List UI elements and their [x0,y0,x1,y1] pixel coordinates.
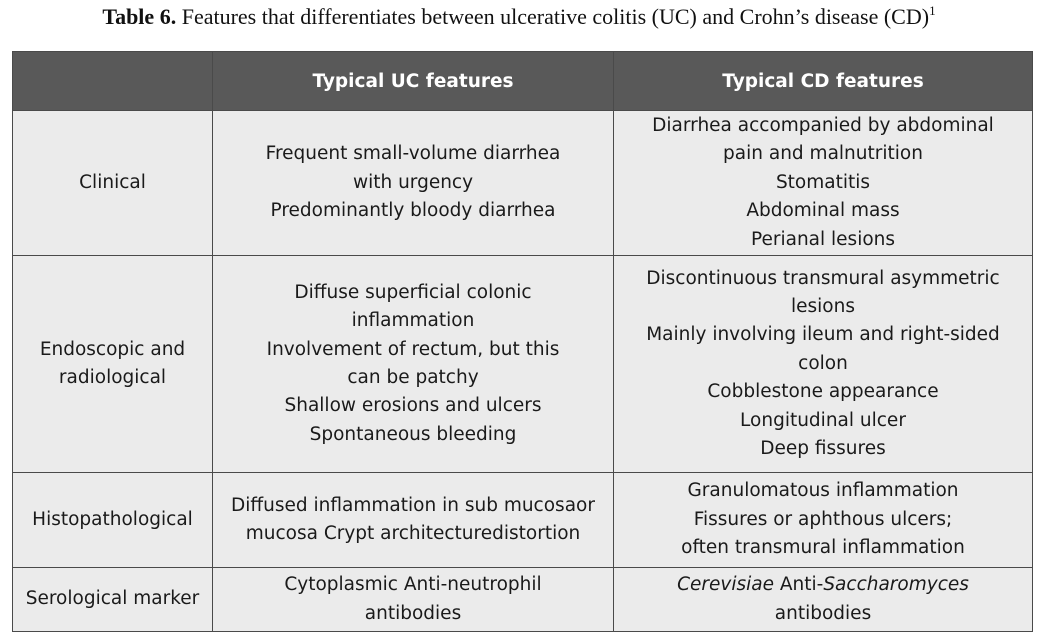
cell-uc-clinical [213,111,614,256]
cell-cd-clinical [614,111,1033,256]
cell-line: Diffused inflammation in sub mucosaor [231,494,595,516]
cell-line: colon [798,352,848,374]
cell-line: Stomatitis [775,171,871,193]
row-label-clinical [13,111,213,256]
row-label-endoscopic [13,256,213,473]
cell-line [620,571,1026,599]
cell-line: Deep fissures [760,438,886,460]
cell-line: Granulomatous inflammation [687,480,959,502]
caption-text: Features that differentiates between ulcerative colitis (UC) and Crohn’s disease (CD) [176,4,930,29]
cell-cd-serological [614,568,1033,632]
cell-line: often transmural inflammation [681,537,965,559]
cell-cd-histopathological [614,473,1033,568]
label-line: Histopathological [32,508,193,530]
cell-line: antibodies [774,602,872,624]
cell-line: lesions [791,295,855,317]
cell-line: Discontinuous transmural asymmetric [646,267,1000,289]
cell-line: Perianal lesions [750,228,896,250]
cell-line: Mainly involving ileum and right-sided [646,324,1000,346]
table-number: Table 6. [102,4,177,29]
table-caption [0,4,1038,30]
row-label-serological [13,568,213,632]
cell-line: Longitudinal ulcer [740,409,906,431]
cell-uc-histopathological [213,473,614,568]
cell-cd-endoscopic [614,256,1033,473]
features-table [12,51,1033,632]
caption-footnote: 1 [929,3,936,18]
table-row-clinical [13,111,1033,256]
cell-line: inflammation [351,310,475,332]
table-header-row [13,52,1033,111]
cell-line: Diarrhea accompanied by abdominal [652,114,994,136]
cell-line: Diffuse superficial colonic [294,281,532,303]
cell-line: Abdominal mass [746,200,900,222]
cell-line: with urgency [352,171,474,193]
label-line: Endoscopic and [39,338,186,360]
italic-term: Cerevisiae [677,574,774,596]
header-empty [13,52,213,111]
italic-term: Saccharomyces [823,574,969,596]
cell-line: Cytoplasmic Anti-neutrophil [284,574,542,596]
table-row-histopathological [13,473,1033,568]
label-line: Clinical [79,171,146,193]
cell-line: antibodies [364,602,462,624]
label-line: radiological [58,367,167,388]
cell-uc-serological [213,568,614,632]
cell-uc-endoscopic [213,256,614,473]
cell-line: can be patchy [347,367,479,388]
cell-line: Frequent small-volume diarrhea [265,143,561,165]
cell-line: Spontaneous bleeding [309,423,517,445]
table-row-serological [13,568,1033,632]
row-label-histopathological [13,473,213,568]
cell-line: Shallow erosions and ulcers [284,395,542,417]
label-line: Serological marker [25,588,200,610]
cell-line: Involvement of rectum, but this [266,338,560,360]
cell-line: Predominantly bloody diarrhea [270,200,556,222]
header-cd: Typical CD features [614,52,1033,111]
table-row-endoscopic [13,256,1033,473]
cell-line: pain and malnutrition [723,143,923,165]
header-uc: Typical UC features [213,52,614,111]
cell-text: Anti- [773,574,824,596]
cell-line: mucosa Crypt architecturedistortion [245,523,581,544]
cell-line: Cobblestone appearance [707,381,939,403]
cell-line: Fissures or aphthous ulcers; [693,508,953,530]
